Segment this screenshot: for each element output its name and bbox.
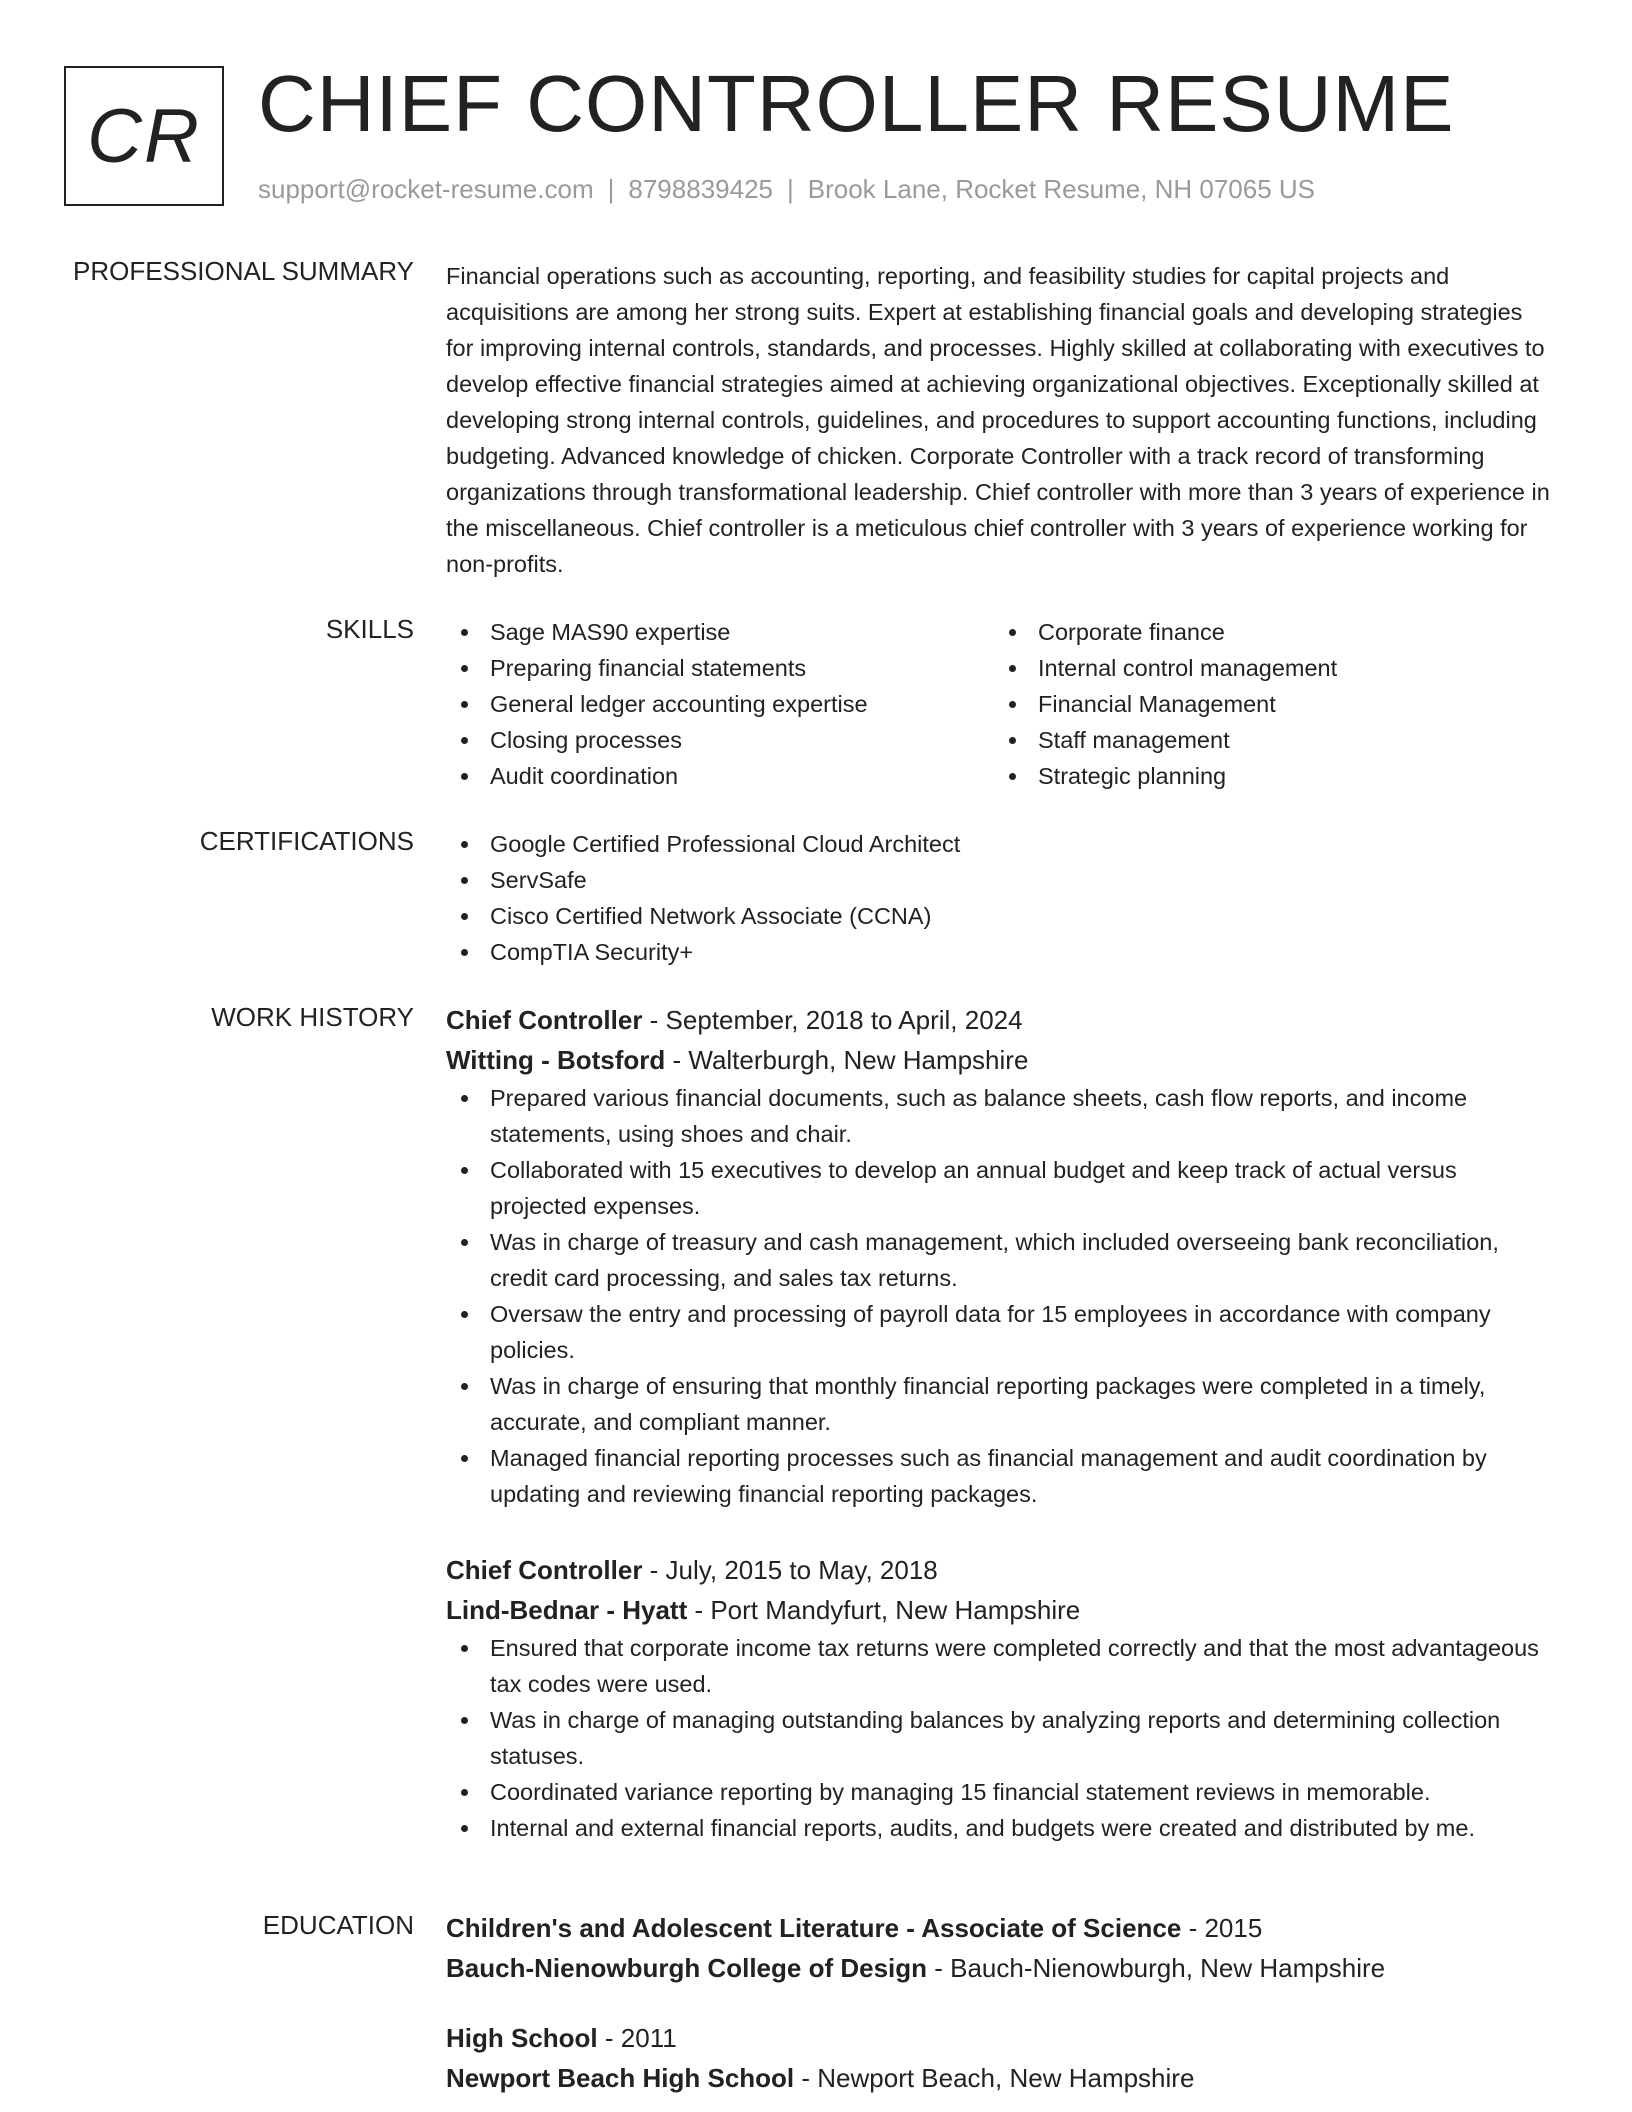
contact-email[interactable]: support@rocket-resume.com xyxy=(258,174,594,204)
certifications-body xyxy=(446,826,1556,970)
job-bullet: Coordinated variance reporting by managing 15 financial statement reviews in memorable. xyxy=(446,1774,1556,1810)
job-dates: - July, 2015 to May, 2018 xyxy=(642,1555,938,1585)
job-org-line xyxy=(446,1040,1556,1080)
job-title-line xyxy=(446,1550,1556,1590)
education-body xyxy=(446,1908,1556,2098)
contact-separator: | xyxy=(607,174,615,204)
education-degree: Children's and Adolescent Literature - Associate of Science xyxy=(446,1913,1182,1943)
section-label-education: EDUCATION xyxy=(262,1910,414,1940)
job-bullet: Was in charge of managing outstanding balances by analyzing reports and determining collection statuses. xyxy=(446,1702,1556,1774)
skill-item: Strategic planning xyxy=(994,758,1542,794)
certifications-list xyxy=(446,826,1556,970)
job-bullets xyxy=(446,1080,1556,1512)
skill-item: Preparing financial statements xyxy=(446,650,994,686)
monogram-logo: CR xyxy=(64,66,224,206)
contact-phone[interactable]: 8798839425 xyxy=(628,174,773,204)
skill-item: Closing processes xyxy=(446,722,994,758)
resume-title: CHIEF CONTROLLER RESUME xyxy=(258,59,1455,148)
job-bullet: Was in charge of treasury and cash management, which included overseeing bank reconciliation, credit card processing, and sales tax returns. xyxy=(446,1224,1556,1296)
education-school-line xyxy=(446,2058,1556,2098)
certification-item: ServSafe xyxy=(446,862,1556,898)
job-bullet: Oversaw the entry and processing of payroll data for 15 employees in accordance with company policies. xyxy=(446,1296,1556,1368)
job-bullet: Internal and external financial reports, audits, and budgets were created and distributed by me. xyxy=(446,1810,1556,1846)
job-title: Chief Controller xyxy=(446,1555,643,1585)
job-bullet: Prepared various financial documents, such as balance sheets, cash flow reports, and income statements, using shoes and chair. xyxy=(446,1080,1556,1152)
section-label-certifications: CERTIFICATIONS xyxy=(199,826,414,856)
job-location: - Port Mandyfurt, New Hampshire xyxy=(687,1595,1081,1625)
skill-item: Corporate finance xyxy=(994,614,1542,650)
job-bullet: Was in charge of ensuring that monthly financial reporting packages were completed in a timely, accurate, and compliant manner. xyxy=(446,1368,1556,1440)
summary-body xyxy=(446,258,1556,582)
job-bullet: Collaborated with 15 executives to develop an annual budget and keep track of actual versus projected expenses. xyxy=(446,1152,1556,1224)
education-entry xyxy=(446,2018,1556,2098)
skill-item: Financial Management xyxy=(994,686,1542,722)
skills-list-right xyxy=(994,614,1542,794)
contact-line xyxy=(258,174,1315,205)
skill-item: Staff management xyxy=(994,722,1542,758)
section-label-work: WORK HISTORY xyxy=(211,1002,414,1032)
certification-item: Google Certified Professional Cloud Architect xyxy=(446,826,1556,862)
job-title-line xyxy=(446,1000,1556,1040)
job-bullets xyxy=(446,1630,1556,1846)
section-label-summary: PROFESSIONAL SUMMARY xyxy=(73,256,414,286)
job-dates: - September, 2018 to April, 2024 xyxy=(642,1005,1023,1035)
skills-list-left xyxy=(446,614,994,794)
education-school: Newport Beach High School xyxy=(446,2063,795,2093)
job-company: Lind-Bednar - Hyatt xyxy=(446,1595,688,1625)
job-bullet: Managed financial reporting processes such as financial management and audit coordination by updating and reviewing financial reporting packages. xyxy=(446,1440,1556,1512)
education-location: - Bauch-Nienowburgh, New Hampshire xyxy=(927,1953,1386,1983)
job-org-line xyxy=(446,1590,1556,1630)
contact-separator: | xyxy=(787,174,794,204)
skill-item: Internal control management xyxy=(994,650,1542,686)
education-year: - 2015 xyxy=(1181,1913,1263,1943)
job-location: - Walterburgh, New Hampshire xyxy=(665,1045,1029,1075)
job-company: Witting - Botsford xyxy=(446,1045,666,1075)
education-school-line xyxy=(446,1948,1556,1988)
summary-text: Financial operations such as accounting, reporting, and feasibility studies for capital projects and acquisitions are among her strong suits. Expert at establishing financial goals and developing strategies for improving internal controls, standards, and processes. Highly skilled at collaborating with executives to develop effective financial strategies aimed at achieving organizational objectives. Exceptionally skilled at developing strong internal controls, guidelines, and procedures to support accounting functions, including budgeting. Advanced knowledge of chicken. Corporate Controller with a track record of transforming organizations through transformational leadership. Chief controller with more than 3 years of experience in the miscellaneous. Chief controller is a meticulous chief controller with 3 years of experience working for non-profits. xyxy=(446,263,1550,577)
education-year: - 2011 xyxy=(597,2023,677,2053)
education-school: Bauch-Nienowburgh College of Design xyxy=(446,1953,928,1983)
certification-item: CompTIA Security+ xyxy=(446,934,1556,970)
contact-address: Brook Lane, Rocket Resume, NH 07065 US xyxy=(807,174,1316,204)
education-degree-line xyxy=(446,2018,1556,2058)
skill-item: Sage MAS90 expertise xyxy=(446,614,994,650)
job-entry xyxy=(446,1000,1556,1512)
skills-body xyxy=(446,614,1556,794)
job-title: Chief Controller xyxy=(446,1005,643,1035)
job-entry xyxy=(446,1550,1556,1846)
education-location: - Newport Beach, New Hampshire xyxy=(794,2063,1195,2093)
skill-item: Audit coordination xyxy=(446,758,994,794)
education-degree: High School xyxy=(446,2023,598,2053)
section-label-skills: SKILLS xyxy=(325,614,414,644)
certification-item: Cisco Certified Network Associate (CCNA) xyxy=(446,898,1556,934)
skill-item: General ledger accounting expertise xyxy=(446,686,994,722)
education-degree-line xyxy=(446,1908,1556,1948)
job-bullet: Ensured that corporate income tax returns were completed correctly and that the most advantageous tax codes were used. xyxy=(446,1630,1556,1702)
work-history-body xyxy=(446,1000,1556,1846)
education-entry xyxy=(446,1908,1556,1988)
